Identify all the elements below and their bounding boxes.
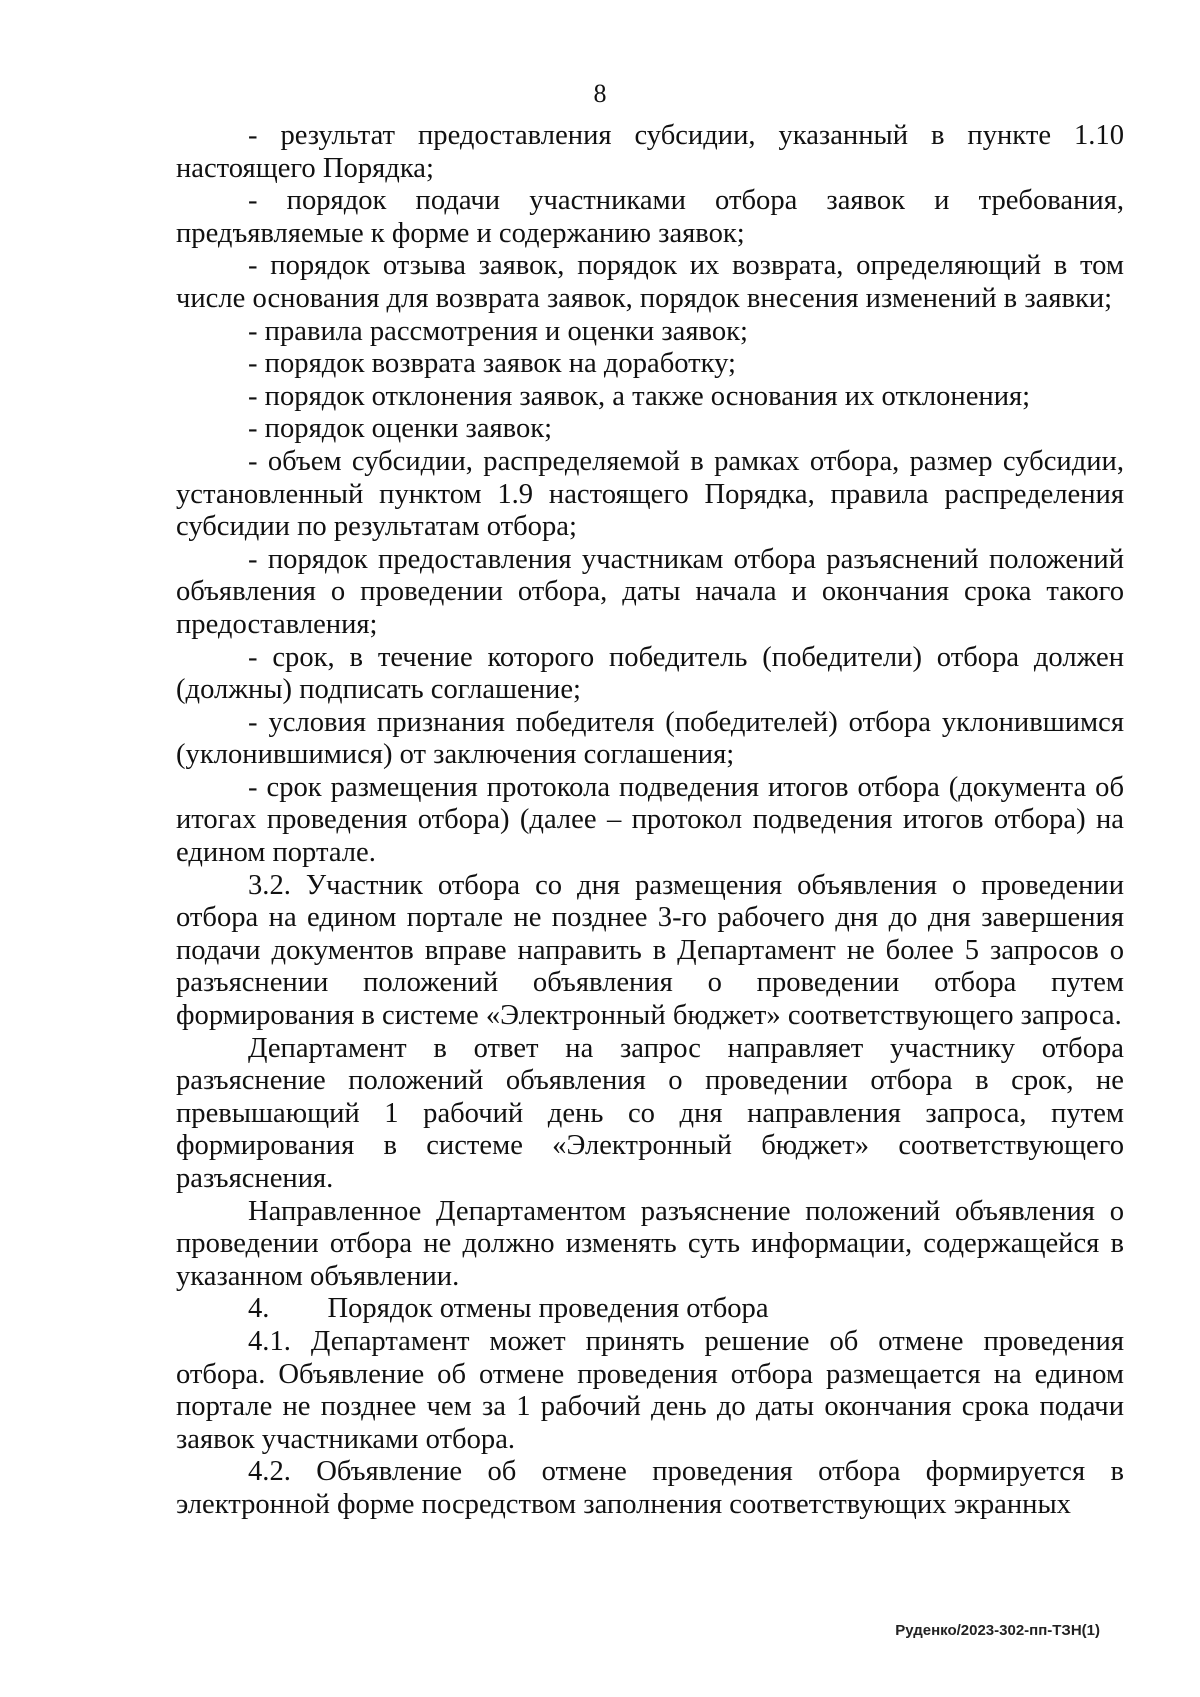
list-item: - порядок оценки заявок; [248,413,553,445]
list-item: - порядок предоставления участникам отбора разъяснений положений объявления о проведении отбора, даты начала и окончания срока такого предоставления; [176,543,1124,640]
paragraph-4-1: 4.1. Департамент может принять решение об отмене проведения отбора. Объявление об отмене проведения отбора размещается на едином портале не позднее чем за 1 рабочий день до даты окончания срока подачи заявок участниками отбора. [176,1325,1124,1455]
section-heading [176,1293,1124,1326]
section-number: 4. [248,1293,270,1325]
list-item: - порядок отзыва заявок, порядок их возврата, определяющий в том числе основания для возврата заявок, порядок внесения изменений в заявки; [176,250,1124,314]
document-footer-code: Руденко/2023-302-пп-ТЗН(1) [895,1622,1100,1639]
paragraph-3-2: 3.2. Участник отбора со дня размещения объявления о проведении отбора на едином портале не позднее 3-го рабочего дня до дня завершения подачи документов вправе направить в Департамент не более 5 запросов о разъяснении положений объявления о проведении отбора путем формирования в системе «Электронный бюджет» соответствующего запроса. [176,869,1124,1032]
list-item: - правила рассмотрения и оценки заявок; [248,315,748,347]
document-body [176,120,1124,1522]
section-title: Порядок отмены проведения отбора [327,1293,769,1325]
list-item: - результат предоставления субсидии, указанный в пункте 1.10 настоящего Порядка; [176,120,1124,184]
list-item: - срок, в течение которого победитель (победители) отбора должен (должны) подписать соглашение; [176,641,1124,706]
paragraph-clarification-note: Направленное Департаментом разъяснение положений объявления о проведении отбора не должно изменять суть информации, содержащейся в указанном объявлении. [176,1195,1124,1292]
paragraph-4-2: 4.2. Объявление об отмене проведения отбора формируется в электронной форме посредством заполнения соответствующих экранных [176,1456,1124,1520]
list-item: - порядок возврата заявок на доработку; [248,348,737,380]
list-item: - порядок подачи участниками отбора заявок и требования, предъявляемые к форме и содержанию заявок; [176,185,1124,249]
list-item: - порядок отклонения заявок, а также основания их отклонения; [248,380,1031,412]
list-item: - условия признания победителя (победителей) отбора уклонившимся (уклонившимися) от заключения соглашения; [176,706,1124,771]
page-number: 8 [593,79,607,108]
list-item: - срок размещения протокола подведения итогов отбора (документа об итогах проведения отбора) (далее – протокол подведения итогов отбора) на едином портале. [176,771,1124,869]
paragraph-department-response: Департамент в ответ на запрос направляет участнику отбора разъяснение положений объявления о проведении отбора в срок, не превышающий 1 рабочий день со дня направления запроса, путем формирования в системе «Электронный бюджет» соответствующего разъяснения. [176,1032,1124,1194]
list-item: - объем субсидии, распределяемой в рамках отбора, размер субсидии, установленный пунктом 1.9 настоящего Порядка, правила распределения субсидии по результатам отбора; [176,445,1124,543]
